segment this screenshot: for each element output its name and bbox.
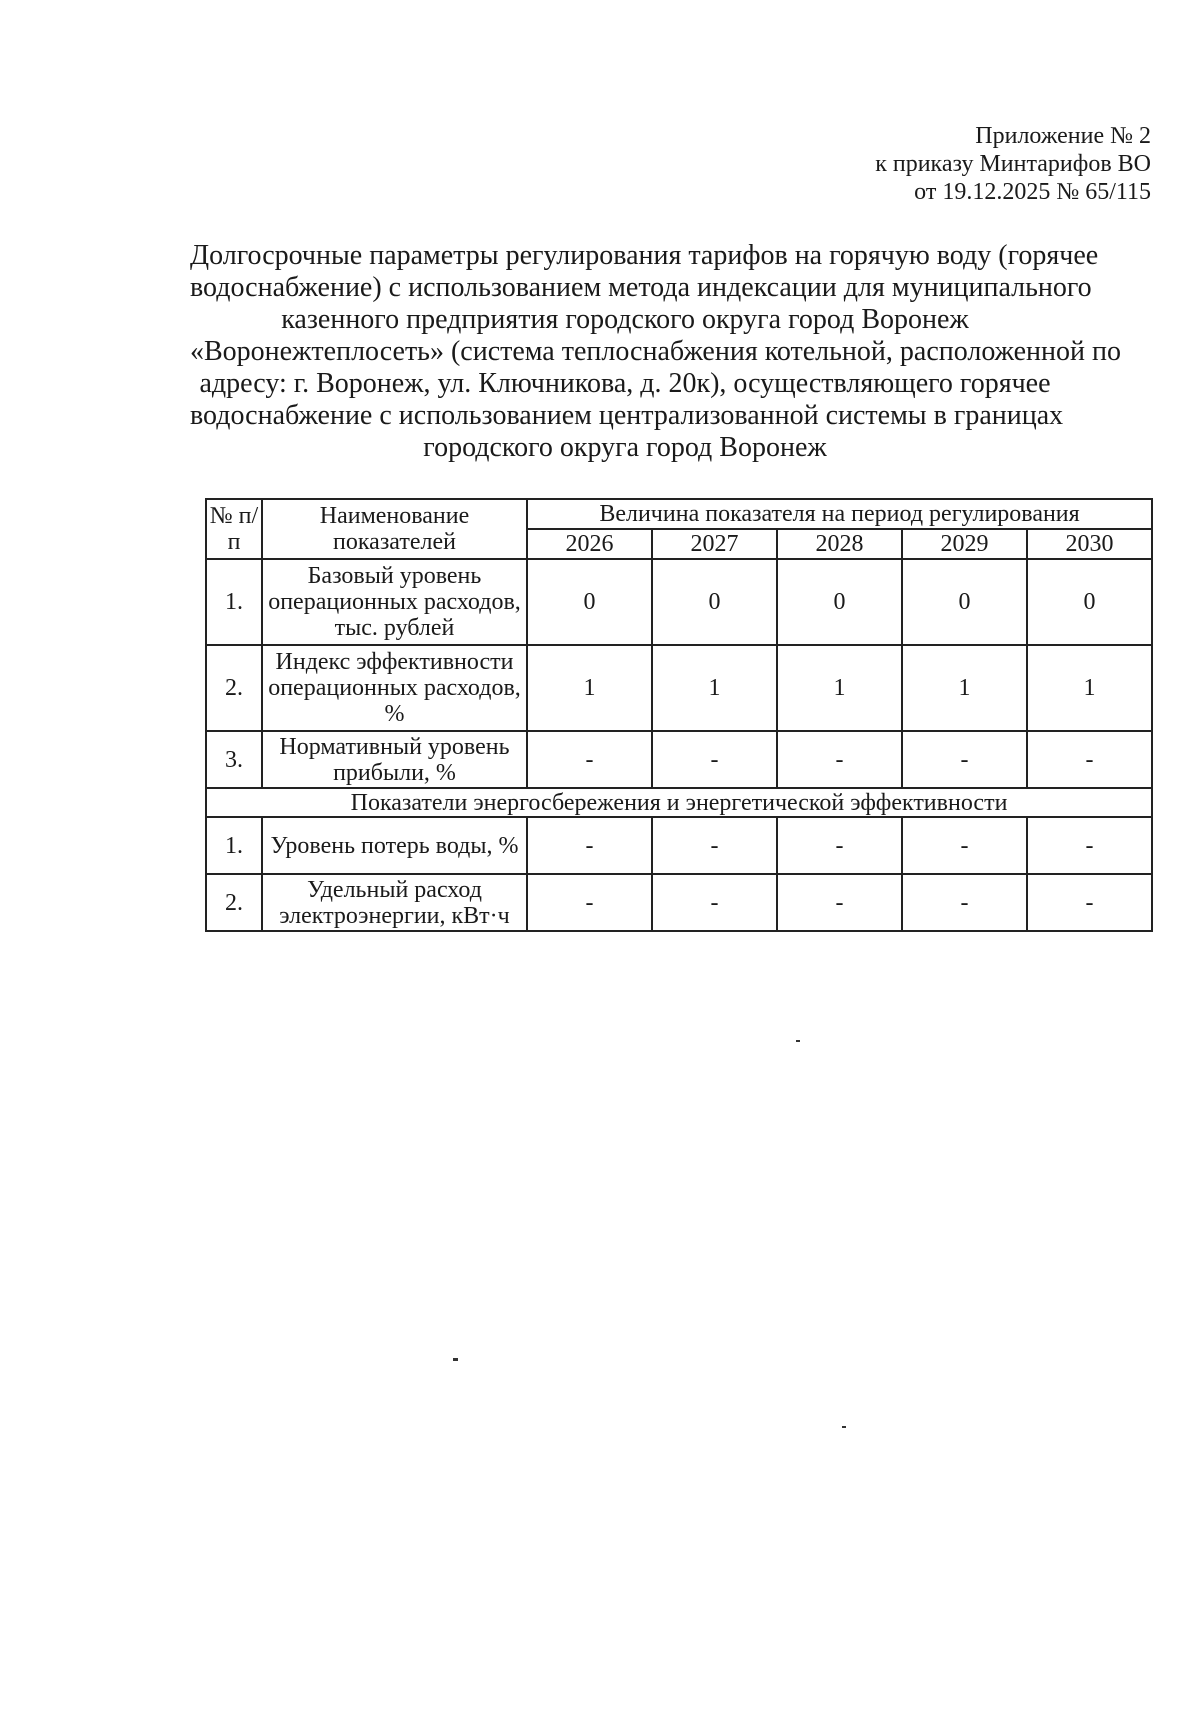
title-line: водоснабжение) с использованием метода индексации для муниципального (190, 272, 1092, 303)
table-row (206, 731, 1152, 788)
row-value: - (777, 817, 902, 874)
row-indicator-name: Уровень потерь воды, % (262, 817, 527, 874)
document-title (190, 240, 1121, 464)
row-value: - (1027, 874, 1152, 931)
row-number: 3. (206, 731, 262, 788)
row-indicator-name: Удельный расход электроэнергии, кВт·ч (262, 874, 527, 931)
header-year: 2030 (1027, 529, 1152, 559)
header-year: 2028 (777, 529, 902, 559)
appendix-line-2: к приказу Минтарифов ВО (875, 151, 1151, 177)
title-line: «Воронежтеплосеть» (система теплоснабжения котельной, расположенной по (190, 336, 1121, 367)
scan-speck (796, 1040, 800, 1042)
header-number: № п/п (206, 499, 262, 559)
row-value: - (527, 874, 652, 931)
title-line: казенного предприятия городского округа город Воронеж (281, 304, 969, 335)
row-indicator-name: Базовый уровень операционных расходов, тыс. рублей (262, 559, 527, 645)
row-value: - (1027, 731, 1152, 788)
row-value: 1 (527, 645, 652, 731)
row-value: - (902, 817, 1027, 874)
scan-speck (842, 1426, 846, 1428)
table-row (206, 817, 1152, 874)
row-indicator-name: Индекс эффективности операционных расходов, % (262, 645, 527, 731)
row-value: 1 (1027, 645, 1152, 731)
scan-speck (453, 1358, 458, 1361)
header-year: 2027 (652, 529, 777, 559)
row-value: - (1027, 817, 1152, 874)
table-row (206, 874, 1152, 931)
section-header-row (206, 788, 1152, 817)
parameters-table (205, 498, 1153, 932)
table-header-row (206, 499, 1152, 529)
row-number: 1. (206, 559, 262, 645)
row-value: 0 (527, 559, 652, 645)
row-indicator-name: Нормативный уровень прибыли, % (262, 731, 527, 788)
appendix-line-1: Приложение № 2 (975, 123, 1151, 149)
section-title: Показатели энергосбережения и энергетической эффективности (206, 788, 1152, 817)
row-value: - (527, 817, 652, 874)
header-year: 2026 (527, 529, 652, 559)
row-value: - (777, 731, 902, 788)
table-row (206, 559, 1152, 645)
row-value: - (652, 874, 777, 931)
row-value: 1 (777, 645, 902, 731)
row-value: - (652, 731, 777, 788)
row-value: - (902, 731, 1027, 788)
row-value: 0 (652, 559, 777, 645)
header-indicator-name: Наименование показателей (262, 499, 527, 559)
title-line: водоснабжение с использованием централизованной системы в границах (190, 400, 1064, 431)
row-number: 2. (206, 645, 262, 731)
row-value: 1 (652, 645, 777, 731)
table-row (206, 645, 1152, 731)
title-line: Долгосрочные параметры регулирования тарифов на горячую воду (горячее (190, 240, 1099, 271)
row-value: 1 (902, 645, 1027, 731)
header-year: 2029 (902, 529, 1027, 559)
row-value: 0 (1027, 559, 1152, 645)
row-value: - (652, 817, 777, 874)
appendix-line-3: от 19.12.2025 № 65/115 (914, 179, 1151, 205)
row-value: 0 (777, 559, 902, 645)
appendix-reference (875, 122, 1151, 206)
row-value: - (527, 731, 652, 788)
row-number: 2. (206, 874, 262, 931)
row-number: 1. (206, 817, 262, 874)
row-value: - (902, 874, 1027, 931)
title-line: адресу: г. Воронеж, ул. Ключникова, д. 20к), осуществляющего горячее (199, 368, 1051, 399)
row-value: - (777, 874, 902, 931)
title-line: городского округа город Воронеж (423, 432, 827, 463)
row-value: 0 (902, 559, 1027, 645)
header-period: Величина показателя на период регулирования (527, 499, 1152, 529)
